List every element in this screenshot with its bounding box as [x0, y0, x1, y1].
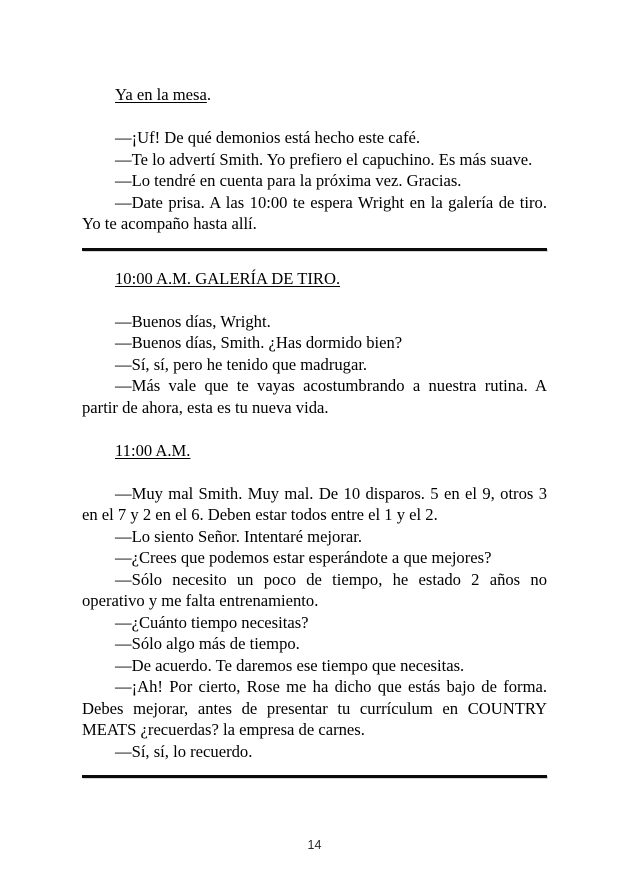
dialogue-paragraph: —Te lo advertí Smith. Yo prefiero el capuchino. Es más suave.	[115, 149, 533, 169]
dialogue-paragraph: —Buenos días, Wright.	[115, 311, 271, 331]
section-divider	[82, 248, 547, 251]
dialogue-paragraph: —Lo siento Señor. Intentaré mejorar.	[115, 526, 362, 546]
dialogue-paragraph: —¡Ah! Por cierto, Rose me ha dicho que estás bajo de forma. Debes mejorar, antes de presentar tu currículum en COUNTRY MEATS ¿recuerdas? la empresa de carnes.	[82, 677, 547, 739]
section-heading-underlined-text: 10:00 A.M. GALERÍA DE TIRO.	[115, 268, 341, 288]
section-heading-suffix: .	[206, 85, 212, 104]
dialogue-paragraph: —¿Cuánto tiempo necesitas?	[115, 612, 309, 632]
section-at-the-table	[82, 84, 547, 235]
page-number: 14	[307, 838, 322, 852]
section-divider	[82, 775, 547, 778]
dialogue-paragraph: —Muy mal Smith. Muy mal. De 10 disparos. 5 en el 9, otros 3 en el 7 y 2 en el 6. Deben estar todos entre el 1 y el 2.	[82, 483, 547, 524]
dialogue-paragraph: —Buenos días, Smith. ¿Has dormido bien?	[115, 333, 403, 352]
dialogue-paragraph: —Date prisa. A las 10:00 te espera Wright en la galería de tiro. Yo te acompaño hasta allí.	[82, 192, 547, 233]
dialogue-paragraph: —Sólo necesito un poco de tiempo, he estado 2 años no operativo y me falta entrenamiento.	[82, 569, 547, 610]
dialogue-paragraph: —Sí, sí, pero he tenido que madrugar.	[115, 354, 368, 374]
section-heading-underlined-text: 11:00 A.M.	[115, 440, 191, 460]
dialogue-paragraph: —Sí, sí, lo recuerdo.	[115, 741, 253, 761]
dialogue-paragraph: —Más vale que te vayas acostumbrando a nuestra rutina. A partir de ahora, esta es tu nueva vida.	[82, 376, 547, 417]
section-eleven-am	[82, 440, 547, 763]
section-shooting-gallery	[82, 268, 547, 419]
dialogue-paragraph: —¡Uf! De qué demonios está hecho este café.	[115, 128, 421, 147]
dialogue-paragraph: —De acuerdo. Te daremos ese tiempo que necesitas.	[115, 655, 465, 675]
dialogue-paragraph: —Lo tendré en cuenta para la próxima vez. Gracias.	[115, 171, 462, 190]
section-heading	[82, 84, 547, 106]
text-block	[82, 84, 547, 795]
section-heading	[82, 440, 547, 462]
section-heading-underlined-text: Ya en la mesa	[115, 85, 207, 104]
dialogue-paragraph: —Sólo algo más de tiempo.	[115, 634, 300, 653]
section-heading	[82, 268, 547, 290]
dialogue-paragraph: —¿Crees que podemos estar esperándote a que mejores?	[115, 548, 492, 567]
